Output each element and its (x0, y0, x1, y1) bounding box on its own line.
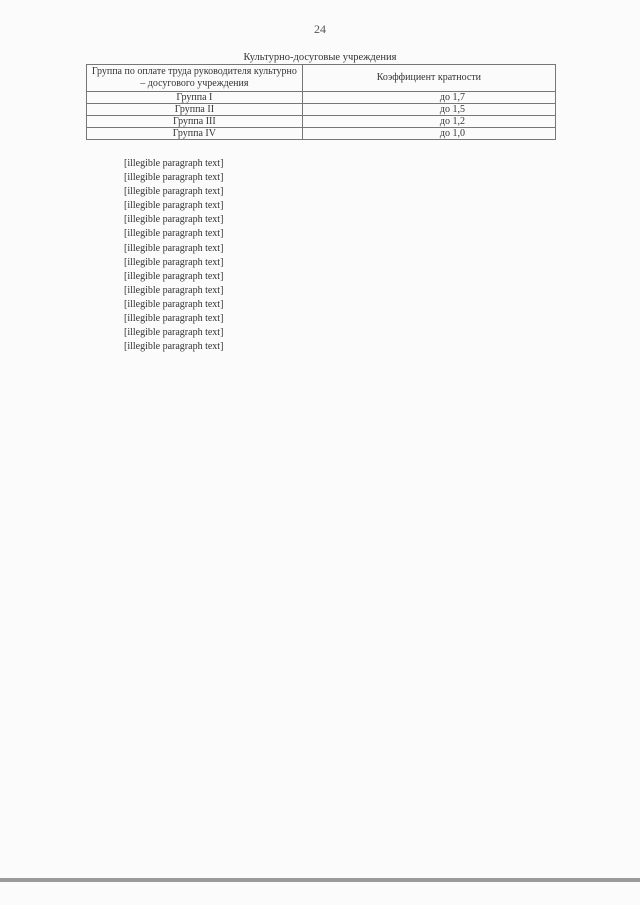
table-caption: Культурно-досуговые учреждения (243, 52, 397, 63)
paragraph: [illegible paragraph text] (124, 298, 224, 310)
header-coefficient: Коэффициент кратности (302, 65, 555, 92)
paragraph: [illegible paragraph text] (124, 242, 224, 254)
header-group: Группа по оплате труда руководителя культурно – досугового учреждения (87, 65, 303, 92)
paragraph: [illegible paragraph text] (124, 256, 224, 268)
paragraph: [illegible paragraph text] (124, 270, 224, 282)
coef-cell: до 1,7 (302, 92, 555, 104)
coefficient-table (86, 64, 556, 140)
coef-cell: до 1,0 (302, 128, 555, 140)
paragraph: [illegible paragraph text] (124, 284, 224, 296)
coef-cell: до 1,5 (302, 104, 555, 116)
paragraph: [illegible paragraph text] (124, 327, 224, 339)
coef-cell: до 1,2 (302, 116, 555, 128)
paragraph: [illegible paragraph text] (124, 214, 224, 226)
scan-edge (0, 878, 640, 882)
group-cell: Группа I (87, 92, 303, 104)
group-cell: Группа II (87, 104, 303, 116)
paragraph: [illegible paragraph text] (124, 158, 224, 169)
table-row (87, 92, 556, 104)
group-cell: Группа IV (87, 128, 303, 140)
paragraph: [illegible paragraph text] (124, 313, 224, 325)
paragraph: [illegible paragraph text] (124, 172, 224, 184)
table-row (87, 116, 556, 128)
paragraph: [illegible paragraph text] (124, 200, 224, 212)
table-row (87, 104, 556, 116)
table-row (87, 128, 556, 140)
paragraph: [illegible paragraph text] (124, 228, 224, 240)
group-cell: Группа III (87, 116, 303, 128)
document-body (88, 158, 600, 355)
paragraph: [illegible paragraph text] (124, 341, 224, 353)
paragraph: [illegible paragraph text] (124, 186, 224, 198)
page-number: 24 (314, 22, 326, 36)
